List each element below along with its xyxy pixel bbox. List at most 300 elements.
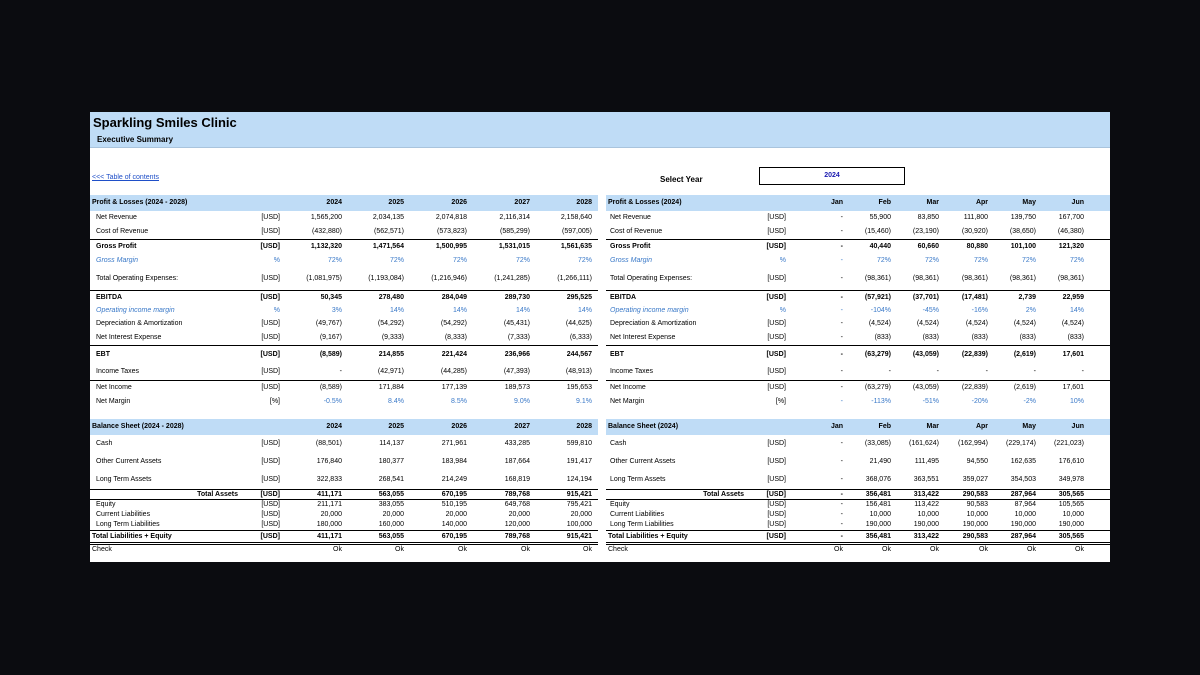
column-header: Mar xyxy=(926,423,939,430)
row-value: (1,081,975) xyxy=(306,275,342,282)
row-unit: [USD] xyxy=(767,384,786,391)
row-value: 278,480 xyxy=(378,294,404,301)
row-value: (22,839) xyxy=(961,351,988,358)
row-value: - xyxy=(888,368,891,375)
table-header-row xyxy=(90,195,598,211)
row-unit: [USD] xyxy=(261,501,280,508)
row-value: 180,377 xyxy=(378,458,404,465)
row-value: - xyxy=(840,243,843,250)
row-unit: [USD] xyxy=(261,214,280,221)
row-value: 2,739 xyxy=(1018,294,1036,301)
table-row xyxy=(606,254,1110,268)
row-value: 40,440 xyxy=(869,243,891,250)
row-value: 313,422 xyxy=(913,491,939,498)
column-header: 2024 xyxy=(326,199,342,206)
row-label: Income Taxes xyxy=(610,368,654,375)
page-title: Sparkling Smiles Clinic xyxy=(93,115,237,130)
row-value: 72% xyxy=(876,257,891,264)
row-label: Net Margin xyxy=(610,398,645,405)
table-row xyxy=(606,211,1110,225)
row-value: 411,171 xyxy=(317,491,342,498)
row-value: 433,285 xyxy=(504,440,530,447)
column-header: Jan xyxy=(830,199,843,206)
row-label: Total Liabilities + Equity xyxy=(608,533,688,540)
row-value: (54,292) xyxy=(440,320,467,327)
row-value: (48,913) xyxy=(565,368,592,375)
row-value: 72% xyxy=(389,257,404,264)
row-value: 290,583 xyxy=(962,533,988,540)
row-value: 14% xyxy=(1069,307,1084,314)
row-value: 171,884 xyxy=(378,384,404,391)
row-value: Ok xyxy=(1027,546,1036,553)
row-value: (161,624) xyxy=(909,440,939,447)
table-row xyxy=(90,395,598,409)
row-value: - xyxy=(840,521,843,528)
report-header xyxy=(90,112,1110,148)
bs-annual-table xyxy=(90,419,598,555)
row-unit: [USD] xyxy=(767,275,786,282)
row-value: 287,964 xyxy=(1010,533,1036,540)
row-value: Ok xyxy=(979,546,988,553)
row-unit: [USD] xyxy=(260,491,280,498)
column-header: 2027 xyxy=(514,423,530,430)
column-header: 2026 xyxy=(451,423,467,430)
column-header: Feb xyxy=(878,423,891,430)
table-row xyxy=(606,364,1110,380)
row-value: - xyxy=(840,398,843,405)
row-value: 305,565 xyxy=(1058,533,1084,540)
row-value: 236,966 xyxy=(504,351,530,358)
row-label: Operating income margin xyxy=(610,307,689,314)
row-label: Current Liabilities xyxy=(610,511,665,518)
row-value: 190,000 xyxy=(865,521,891,528)
row-value: (98,361) xyxy=(961,275,988,282)
row-value: 214,855 xyxy=(378,351,404,358)
row-value: (44,625) xyxy=(565,320,592,327)
table-row xyxy=(90,364,598,380)
row-value: 915,421 xyxy=(566,533,592,540)
row-value: 168,819 xyxy=(504,476,530,483)
row-label: Cost of Revenue xyxy=(96,228,149,235)
row-unit: [USD] xyxy=(767,214,786,221)
row-unit: % xyxy=(273,307,280,314)
row-value: (30,920) xyxy=(961,228,988,235)
table-row xyxy=(606,489,1110,500)
row-value: 915,421 xyxy=(566,491,592,498)
row-value: 20,000 xyxy=(320,511,342,518)
row-label: Long Term Liabilities xyxy=(610,521,674,528)
row-value: 670,195 xyxy=(441,491,467,498)
row-value: 50,345 xyxy=(320,294,342,301)
row-unit: [%] xyxy=(269,398,280,405)
row-label: Equity xyxy=(610,501,630,508)
row-value: -45% xyxy=(922,307,939,314)
row-value: 20,000 xyxy=(382,511,404,518)
row-value: - xyxy=(840,511,843,518)
row-value: - xyxy=(840,320,843,327)
column-header: 2028 xyxy=(576,423,592,430)
row-unit: [USD] xyxy=(261,458,280,465)
row-unit: % xyxy=(779,257,786,264)
row-value: 356,481 xyxy=(865,491,891,498)
row-value: (63,279) xyxy=(864,384,891,391)
column-header: 2028 xyxy=(576,199,592,206)
row-value: 17,601 xyxy=(1062,384,1084,391)
row-unit: [USD] xyxy=(767,458,786,465)
row-label: Other Current Assets xyxy=(96,458,162,465)
row-value: (7,333) xyxy=(507,334,530,341)
row-value: 599,810 xyxy=(566,440,592,447)
row-unit: [USD] xyxy=(261,440,280,447)
table-row xyxy=(90,520,598,531)
row-unit: [USD] xyxy=(767,501,786,508)
row-value: (8,589) xyxy=(319,351,342,358)
row-value: 287,964 xyxy=(1010,491,1036,498)
row-unit: [USD] xyxy=(261,521,280,528)
row-value: 1,471,564 xyxy=(372,243,404,250)
select-year-dropdown[interactable]: 2024 xyxy=(759,167,905,185)
row-value: 195,653 xyxy=(566,384,592,391)
row-value: 14% xyxy=(452,307,467,314)
row-value: 80,880 xyxy=(966,243,988,250)
row-label: Depreciation & Amortization xyxy=(610,320,697,327)
row-value: 72% xyxy=(452,257,467,264)
row-value: (562,571) xyxy=(374,228,404,235)
row-unit: [USD] xyxy=(261,511,280,518)
row-value: 290,583 xyxy=(962,491,988,498)
table-row xyxy=(90,500,598,510)
row-unit: [USD] xyxy=(767,476,786,483)
table-title: Balance Sheet (2024 - 2028) xyxy=(92,423,184,430)
table-row xyxy=(90,225,598,240)
row-value: 563,055 xyxy=(378,533,404,540)
column-header: Jun xyxy=(1071,423,1084,430)
row-label: Long Term Liabilities xyxy=(96,521,160,528)
row-value: (833) xyxy=(874,334,891,341)
row-value: 354,503 xyxy=(1010,476,1036,483)
row-label: EBT xyxy=(610,351,624,358)
row-label: Net Revenue xyxy=(96,214,137,221)
row-value: -20% xyxy=(971,398,988,405)
select-year-label: Select Year xyxy=(660,175,703,184)
row-value: (833) xyxy=(1067,334,1084,341)
row-unit: [USD] xyxy=(261,320,280,327)
row-value: (8,589) xyxy=(319,384,342,391)
row-label: Gross Profit xyxy=(610,243,651,250)
row-value: 8.4% xyxy=(388,398,404,405)
row-value: - xyxy=(840,458,843,465)
column-header: Mar xyxy=(926,199,939,206)
row-value: 563,055 xyxy=(378,491,404,498)
table-row xyxy=(606,545,1110,555)
row-unit: [USD] xyxy=(767,320,786,327)
row-value: 113,422 xyxy=(914,501,939,508)
row-value: (49,767) xyxy=(315,320,342,327)
table-row xyxy=(606,240,1110,254)
row-label: Cost of Revenue xyxy=(610,228,663,235)
table-row xyxy=(90,331,598,346)
row-value: 2% xyxy=(1025,307,1036,314)
table-row xyxy=(606,331,1110,346)
table-title: Profit & Losses (2024) xyxy=(608,199,682,206)
row-value: 160,000 xyxy=(378,521,404,528)
row-value: 271,961 xyxy=(441,440,467,447)
row-value: 20,000 xyxy=(508,511,530,518)
row-value: Ok xyxy=(882,546,891,553)
row-value: 20,000 xyxy=(445,511,467,518)
row-value: Ok xyxy=(583,546,592,553)
row-value: -104% xyxy=(870,307,891,314)
column-header: Apr xyxy=(975,199,988,206)
row-unit: [USD] xyxy=(767,521,786,528)
page-subtitle: Executive Summary xyxy=(97,135,174,144)
table-row xyxy=(90,531,598,545)
row-value: 2,158,640 xyxy=(560,214,592,221)
column-header: 2025 xyxy=(388,423,404,430)
row-value: 313,422 xyxy=(913,533,939,540)
row-value: 72% xyxy=(1021,257,1036,264)
pl-annual-table xyxy=(90,195,598,409)
table-row xyxy=(90,240,598,254)
row-value: 20,000 xyxy=(570,511,592,518)
row-value: (57,921) xyxy=(864,294,891,301)
row-label: Total Operating Expenses: xyxy=(610,275,693,282)
row-value: 221,424 xyxy=(441,351,467,358)
row-value: - xyxy=(840,294,843,301)
row-value: - xyxy=(840,257,843,264)
column-header: Jun xyxy=(1071,199,1084,206)
row-value: 156,481 xyxy=(865,501,891,508)
row-label: EBT xyxy=(96,351,110,358)
table-row xyxy=(606,305,1110,317)
row-value: 363,551 xyxy=(913,476,939,483)
row-value: - xyxy=(1081,368,1084,375)
row-unit: [USD] xyxy=(260,351,280,358)
row-value: 140,000 xyxy=(441,521,467,528)
row-value: (833) xyxy=(922,334,939,341)
row-value: 14% xyxy=(389,307,404,314)
table-row xyxy=(90,290,598,305)
row-value: 2,034,135 xyxy=(372,214,404,221)
row-value: (833) xyxy=(1019,334,1036,341)
row-unit: [USD] xyxy=(767,334,786,341)
row-unit: [USD] xyxy=(767,511,786,518)
table-row xyxy=(90,211,598,225)
row-value: - xyxy=(840,384,843,391)
row-value: 94,550 xyxy=(966,458,988,465)
row-label: Total Assets xyxy=(703,491,744,498)
row-value: 21,490 xyxy=(869,458,891,465)
row-unit: [USD] xyxy=(767,440,786,447)
row-value: 14% xyxy=(515,307,530,314)
row-value: - xyxy=(840,228,843,235)
row-value: (98,361) xyxy=(912,275,939,282)
row-value: 305,565 xyxy=(1058,491,1084,498)
row-value: 180,000 xyxy=(316,521,342,528)
row-unit: [USD] xyxy=(766,351,786,358)
row-value: 72% xyxy=(327,257,342,264)
row-value: 187,664 xyxy=(504,458,530,465)
row-value: - xyxy=(840,351,843,358)
row-value: 10,000 xyxy=(966,511,988,518)
table-row xyxy=(606,520,1110,531)
row-value: 268,541 xyxy=(378,476,404,483)
row-value: (9,333) xyxy=(381,334,404,341)
row-value: (4,524) xyxy=(916,320,939,327)
row-value: (833) xyxy=(971,334,988,341)
row-unit: % xyxy=(273,257,280,264)
row-value: -2% xyxy=(1023,398,1036,405)
table-header-row xyxy=(90,419,598,435)
column-header: 2027 xyxy=(514,199,530,206)
row-value: 2,074,818 xyxy=(435,214,467,221)
row-label: Operating income margin xyxy=(96,307,175,314)
row-value: 795,421 xyxy=(566,501,592,508)
row-value: (23,190) xyxy=(912,228,939,235)
row-unit: [USD] xyxy=(767,228,786,235)
row-value: 177,139 xyxy=(441,384,467,391)
table-row xyxy=(606,510,1110,520)
table-row xyxy=(90,489,598,500)
row-value: 189,573 xyxy=(504,384,530,391)
row-value: 9.0% xyxy=(514,398,530,405)
column-header: May xyxy=(1022,199,1036,206)
spreadsheet-sheet xyxy=(90,112,1110,562)
pl-monthly-table xyxy=(606,195,1110,409)
row-value: (162,994) xyxy=(958,440,988,447)
table-row xyxy=(606,290,1110,305)
table-row xyxy=(606,225,1110,240)
row-value: 289,730 xyxy=(504,294,530,301)
row-value: - xyxy=(840,501,843,508)
table-row xyxy=(90,453,598,471)
row-value: 1,565,200 xyxy=(310,214,342,221)
row-value: (15,460) xyxy=(864,228,891,235)
row-label: Net Interest Expense xyxy=(610,334,676,341)
row-value: 14% xyxy=(577,307,592,314)
row-unit: [USD] xyxy=(261,476,280,483)
row-value: (4,524) xyxy=(965,320,988,327)
row-value: (4,524) xyxy=(1013,320,1036,327)
column-header: Apr xyxy=(975,423,988,430)
row-value: (44,285) xyxy=(440,368,467,375)
row-unit: [USD] xyxy=(261,368,280,375)
row-unit: [USD] xyxy=(766,243,786,250)
row-value: 121,320 xyxy=(1058,243,1084,250)
row-value: (2,619) xyxy=(1013,351,1036,358)
row-unit: [USD] xyxy=(261,275,280,282)
row-value: (1,241,285) xyxy=(494,275,530,282)
table-of-contents-link[interactable]: <<< Table of contents xyxy=(92,174,160,181)
row-label: Long Term Assets xyxy=(610,476,666,483)
row-value: 1,132,320 xyxy=(310,243,342,250)
row-value: - xyxy=(840,368,843,375)
row-label: Equity xyxy=(96,501,116,508)
row-value: (98,361) xyxy=(1057,275,1084,282)
table-row xyxy=(606,471,1110,489)
row-value: (43,059) xyxy=(912,384,939,391)
row-unit: [%] xyxy=(775,398,786,405)
row-value: 72% xyxy=(577,257,592,264)
row-value: (9,167) xyxy=(319,334,342,341)
row-value: (573,823) xyxy=(437,228,467,235)
row-value: 87,964 xyxy=(1014,501,1036,508)
row-value: - xyxy=(840,214,843,221)
row-value: (4,524) xyxy=(1061,320,1084,327)
row-value: - xyxy=(339,368,342,375)
row-unit: [USD] xyxy=(261,384,280,391)
column-header: Jan xyxy=(830,423,843,430)
row-value: - xyxy=(936,368,939,375)
row-label: EBITDA xyxy=(610,294,637,301)
row-value: 356,481 xyxy=(865,533,891,540)
table-row xyxy=(90,380,598,395)
column-header: May xyxy=(1022,423,1036,430)
row-label: Gross Profit xyxy=(96,243,137,250)
row-value: (1,193,084) xyxy=(368,275,404,282)
table-row xyxy=(606,268,1110,290)
row-unit: [USD] xyxy=(767,368,786,375)
table-row xyxy=(606,531,1110,545)
row-unit: [USD] xyxy=(261,334,280,341)
row-value: (1,216,946) xyxy=(431,275,467,282)
row-value: 214,249 xyxy=(441,476,467,483)
row-value: 124,194 xyxy=(566,476,592,483)
row-value: 244,567 xyxy=(566,351,592,358)
row-label: Cash xyxy=(96,440,113,447)
row-value: 111,495 xyxy=(914,458,939,465)
row-label: Net Income xyxy=(96,384,132,391)
row-value: 55,900 xyxy=(869,214,891,221)
row-value: 183,984 xyxy=(441,458,467,465)
table-row xyxy=(90,254,598,268)
column-header: 2026 xyxy=(451,199,467,206)
row-value: -51% xyxy=(922,398,939,405)
row-value: Ok xyxy=(395,546,404,553)
row-value: 3% xyxy=(331,307,342,314)
row-value: 120,000 xyxy=(504,521,530,528)
row-label: Net Income xyxy=(610,384,646,391)
row-unit: % xyxy=(779,307,786,314)
row-value: 176,610 xyxy=(1058,458,1084,465)
row-value: 111,800 xyxy=(963,214,988,221)
row-unit: [USD] xyxy=(260,243,280,250)
row-value: 105,565 xyxy=(1058,501,1084,508)
row-value: 100,000 xyxy=(566,521,592,528)
row-unit: [USD] xyxy=(261,228,280,235)
row-value: (432,880) xyxy=(312,228,342,235)
row-value: 1,531,015 xyxy=(498,243,530,250)
bs-monthly-table xyxy=(606,419,1110,555)
row-value: 211,171 xyxy=(317,501,342,508)
row-value: Ok xyxy=(333,546,342,553)
row-label: Net Margin xyxy=(96,398,131,405)
row-value: 167,700 xyxy=(1058,214,1084,221)
row-value: (45,431) xyxy=(503,320,530,327)
table-title: Profit & Losses (2024 - 2028) xyxy=(92,199,188,206)
row-value: Ok xyxy=(930,546,939,553)
row-value: - xyxy=(840,440,843,447)
table-row xyxy=(90,510,598,520)
row-unit: [USD] xyxy=(766,533,786,540)
row-value: - xyxy=(840,275,843,282)
row-value: (221,023) xyxy=(1054,440,1084,447)
row-value: -16% xyxy=(971,307,988,314)
row-label: Gross Margin xyxy=(96,257,139,264)
row-label: Net Revenue xyxy=(610,214,651,221)
row-value: 17,601 xyxy=(1062,351,1084,358)
table-row xyxy=(606,317,1110,331)
